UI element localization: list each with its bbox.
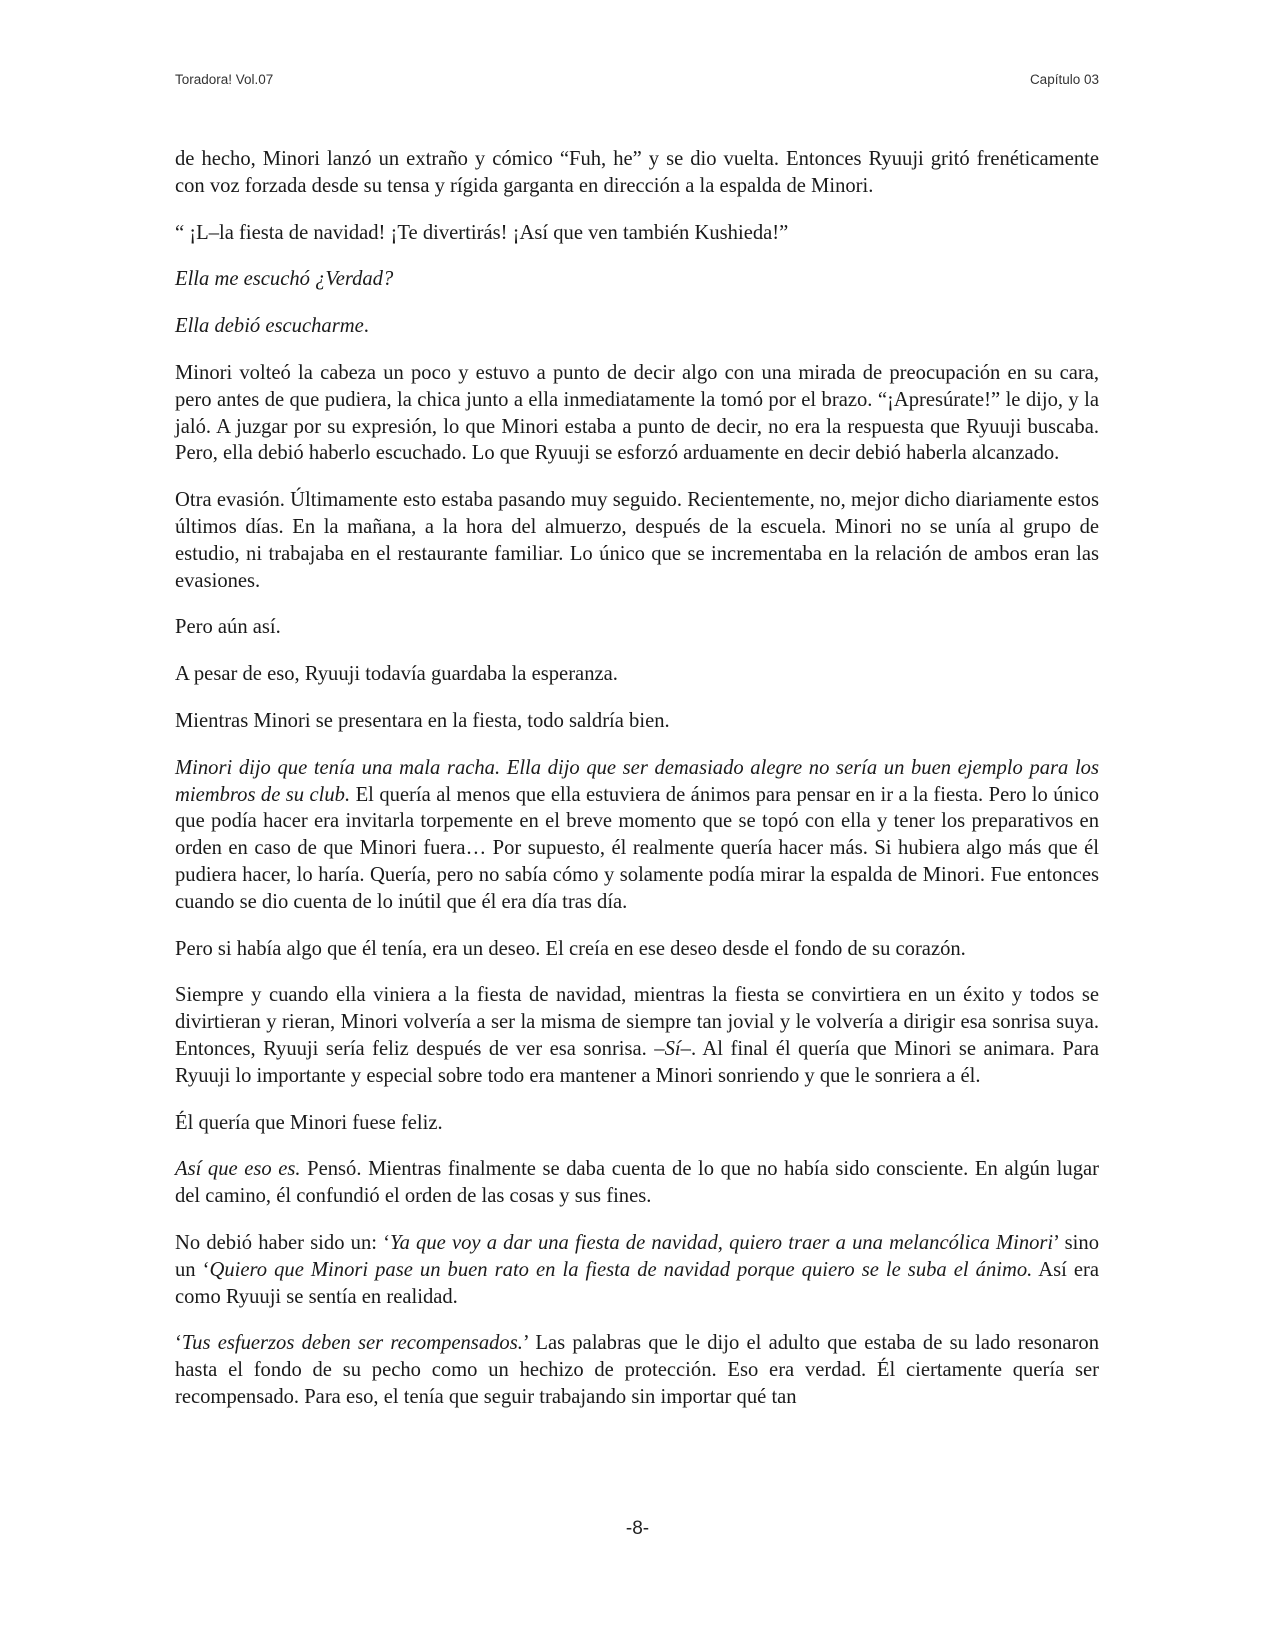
paragraph-text: ’ Las palabras que le dijo el adulto que estaba de su lado resonaron hasta el fondo de su pecho como un hechizo de protección. Eso era verdad. Él ciertamente quería ser recompensado. Para eso, el tenía que seguir trabajando sin importar qué tan [175,1332,1099,1408]
paragraph [175,1330,1099,1410]
paragraph: de hecho, Minori lanzó un extraño y cómico “Fuh, he” y se dio vuelta. Entonces Ryuuji gritó frenéticamente con voz forzada desde su tensa y rígida garganta en dirección a la espalda de Minori. [175,148,1099,197]
paragraph: Pero si había algo que él tenía, era un deseo. El creía en ese deseo desde el fondo de su corazón. [175,937,966,960]
paragraph [175,1230,1099,1310]
paragraph: A pesar de eso, Ryuuji todavía guardaba la esperanza. [175,663,618,686]
paragraph-text: El quería al menos que ella estuviera de ánimos para pensar en ir a la fiesta. Pero lo único que podía hacer era invitarla torpemente en el breve momento que se topó con ella y tener los preparativos en orden en caso de que Minori fuera… Por supuesto, él realmente quería hacer más. Si hubiera algo más que él pudiera hacer, lo haría. Quería, pero no sabía cómo y solamente podía mirar la espalda de Minori. Fue entonces cuando se dio cuenta de lo inútil que él era día tras día. [175,783,1100,913]
paragraph [175,313,1099,340]
paragraph-text: ’ sino un ‘ [175,1231,1099,1281]
italic-quote: Ya que voy a dar una fiesta de navidad, quiero traer a una melancólica Minori [390,1231,1054,1254]
paragraph-text: ‘ [175,1332,182,1355]
paragraph-text: Así era como Ryuuji se sentía en realidad. [175,1258,1099,1308]
paragraph: Él quería que Minori fuese feliz. [175,1111,443,1134]
paragraph-text: No debió haber sido un: ‘ [175,1231,391,1254]
paragraph [175,982,1099,1089]
italic-thought: Así que eso es. [175,1158,301,1181]
paragraph [175,755,1099,916]
page-header [175,72,1099,94]
chapter-title: Capítulo 03 [1029,72,1099,87]
italic-thought: Minori dijo que tenía una mala racha. Ella dijo que ser demasiado alegre no sería un buen ejemplo para los miembros de su club. [175,756,1099,806]
book-title: Toradora! Vol.07 [175,72,274,87]
paragraph-text: –. Al final él quería que Minori se animara. Para Ryuuji lo importante y especial sobre todo era mantener a Minori sonriendo y que le sonriera a él. [175,1037,1099,1087]
paragraph: Mientras Minori se presentara en la fiesta, todo saldría bien. [175,709,670,732]
page-number: -8- [625,1518,650,1539]
paragraph: Pero aún así. [175,616,281,639]
italic-thought: Ella debió escucharme [175,315,364,338]
paragraph-text: Pensó. Mientras finalmente se daba cuenta de lo que no había sido consciente. En algún lugar del camino, él confundió el orden de las cosas y sus fines. [175,1158,1099,1208]
paragraph: “ ¡L–la fiesta de navidad! ¡Te divertirás! ¡Así que ven también Kushieda!” [175,221,789,244]
italic-quote: Tus esfuerzos deben ser recompensados. [181,1332,523,1355]
paragraph [175,1156,1099,1210]
italic-thought: Ella me escuchó ¿Verdad? [175,268,394,291]
paragraph: Minori volteó la cabeza un poco y estuvo a punto de decir algo con una mirada de preocupación en su cara, pero antes de que pudiera, la chica junto a ella inmediatamente la tomó por el brazo. “¡Apresúrate!” le dijo, y la jaló. A juzgar por su expresión, lo que Minori estaba a punto de decir, no era la respuesta que Ryuuji buscaba. Pero, ella debió haberlo escuchado. Lo que Ryuuji se esforzó arduamente en decir debió haberla alcanzado. [175,361,1099,465]
paragraph: Otra evasión. Últimamente esto estaba pasando muy seguido. Recientemente, no, mejor dicho diariamente estos últimos días. En la mañana, a la hora del almuerzo, después de la escuela. Minori no se unía al grupo de estudio, ni trabajaba en el restaurante familiar. Lo único que se incrementaba en la relación de ambos eran las evasiones. [175,489,1099,592]
italic-word: Sí [664,1037,681,1060]
paragraph-text: Siempre y cuando ella viniera a la fiesta de navidad, mientras la fiesta se convirtiera en un éxito y todos se divirtieran y rieran, Minori volvería a ser la misma de siempre tan jovial y le volvería a dirigir esa sonrisa suya. Entonces, Ryuuji sería feliz después de ver esa sonrisa. – [175,984,1099,1060]
paragraph [175,266,1099,293]
paragraph-end: . [363,315,369,338]
page-body [175,146,1099,1411]
italic-quote: Quiero que Minori pase un buen rato en la fiesta de navidad porque quiero se le suba el ánimo. [209,1258,1033,1281]
